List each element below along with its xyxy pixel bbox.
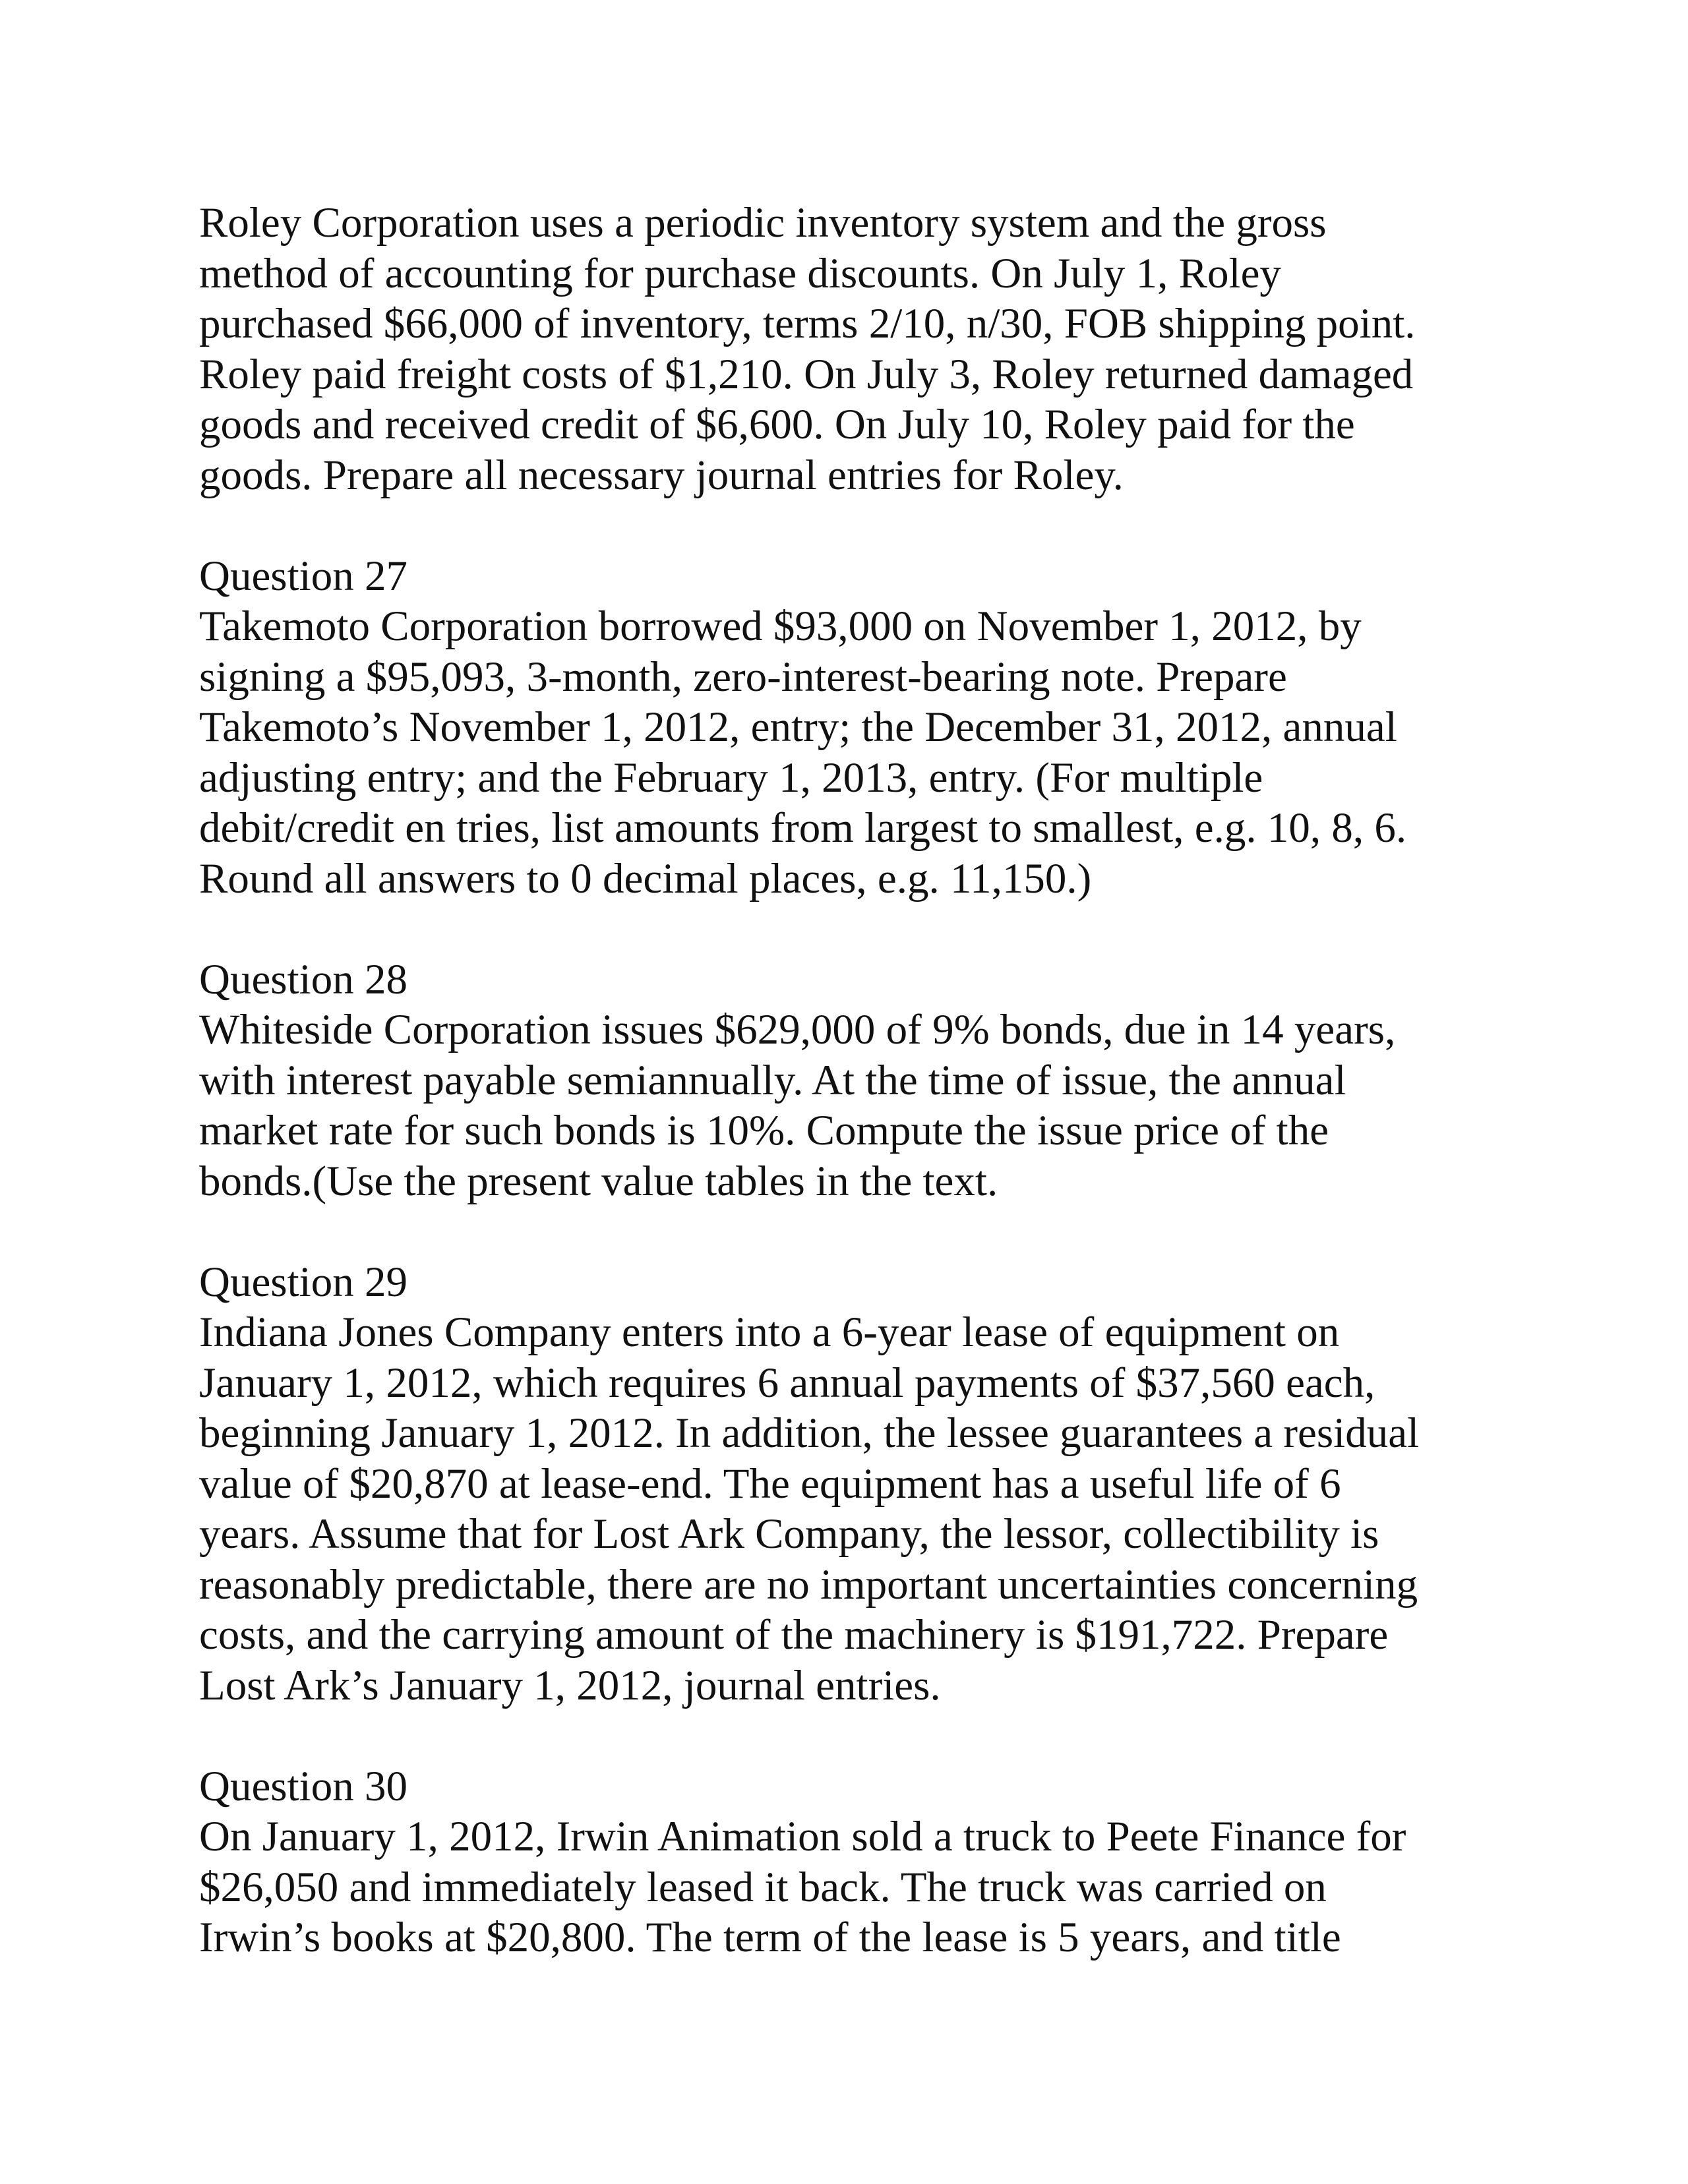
question-28-line-1: Whiteside Corporation issues $629,000 of 9% bonds, due in 14 years, [199,1006,1396,1053]
intro-line-5: goods and received credit of $6,600. On July 10, Roley paid for the [199,401,1355,448]
question-29-line-5: years. Assume that for Lost Ark Company, the lessor, collectibility is [199,1510,1379,1558]
question-28-line-3: market rate for such bonds is 10%. Compute the issue price of the [199,1107,1329,1154]
question-27-line-6: Round all answers to 0 decimal places, e.g. 11,150.) [199,854,1092,902]
question-27-heading: Question 27 [199,552,407,600]
question-28-line-2: with interest payable semiannually. At the time of issue, the annual [199,1056,1346,1104]
question-27-line-3: Takemoto’s November 1, 2012, entry; the December 31, 2012, annual [199,703,1397,751]
intro-paragraph [199,198,1518,500]
intro-line-2: method of accounting for purchase discounts. On July 1, Roley [199,249,1281,297]
intro-line-4: Roley paid freight costs of $1,210. On July 3, Roley returned damaged [199,350,1414,398]
question-27-line-1: Takemoto Corporation borrowed $93,000 on November 1, 2012, by [199,603,1362,650]
question-30-line-1: On January 1, 2012, Irwin Animation sold a truck to Peete Finance for [199,1813,1406,1860]
question-27-line-2: signing a $95,093, 3-month, zero-interest-bearing note. Prepare [199,653,1287,701]
question-29-line-2: January 1, 2012, which requires 6 annual payments of $37,560 each, [199,1359,1375,1407]
question-30-line-3: Irwin’s books at $20,800. The term of the lease is 5 years, and title [199,1914,1341,1961]
question-28 [199,955,1518,1207]
intro-line-3: purchased $66,000 of inventory, terms 2/10, n/30, FOB shipping point. [199,300,1416,347]
question-29-line-7: costs, and the carrying amount of the machinery is $191,722. Prepare [199,1611,1389,1659]
question-30-line-2: $26,050 and immediately leased it back. The truck was carried on [199,1863,1327,1911]
question-29-line-3: beginning January 1, 2012. In addition, the lessee guarantees a residual [199,1409,1420,1457]
intro-line-1: Roley Corporation uses a periodic inventory system and the gross [199,199,1327,247]
question-27-line-5: debit/credit en tries, list amounts from largest to smallest, e.g. 10, 8, 6. [199,804,1407,852]
question-29-line-8: Lost Ark’s January 1, 2012, journal entries. [199,1661,941,1709]
question-30-heading: Question 30 [199,1762,407,1810]
question-30 [199,1761,1518,1963]
question-27-line-4: adjusting entry; and the February 1, 2013, entry. (For multiple [199,753,1263,802]
question-29-line-6: reasonably predictable, there are no important uncertainties concerning [199,1560,1418,1608]
question-28-line-4: bonds.(Use the present value tables in the text. [199,1157,998,1205]
question-29-line-1: Indiana Jones Company enters into a 6-year lease of equipment on [199,1309,1340,1356]
question-29-line-4: value of $20,870 at lease-end. The equipment has a useful life of 6 [199,1460,1341,1508]
document-body [199,198,1518,2013]
question-29-heading: Question 29 [199,1258,407,1306]
intro-line-6: goods. Prepare all necessary journal entries for Roley. [199,451,1124,499]
question-29 [199,1257,1518,1711]
question-27 [199,551,1518,904]
question-28-heading: Question 28 [199,955,407,1003]
